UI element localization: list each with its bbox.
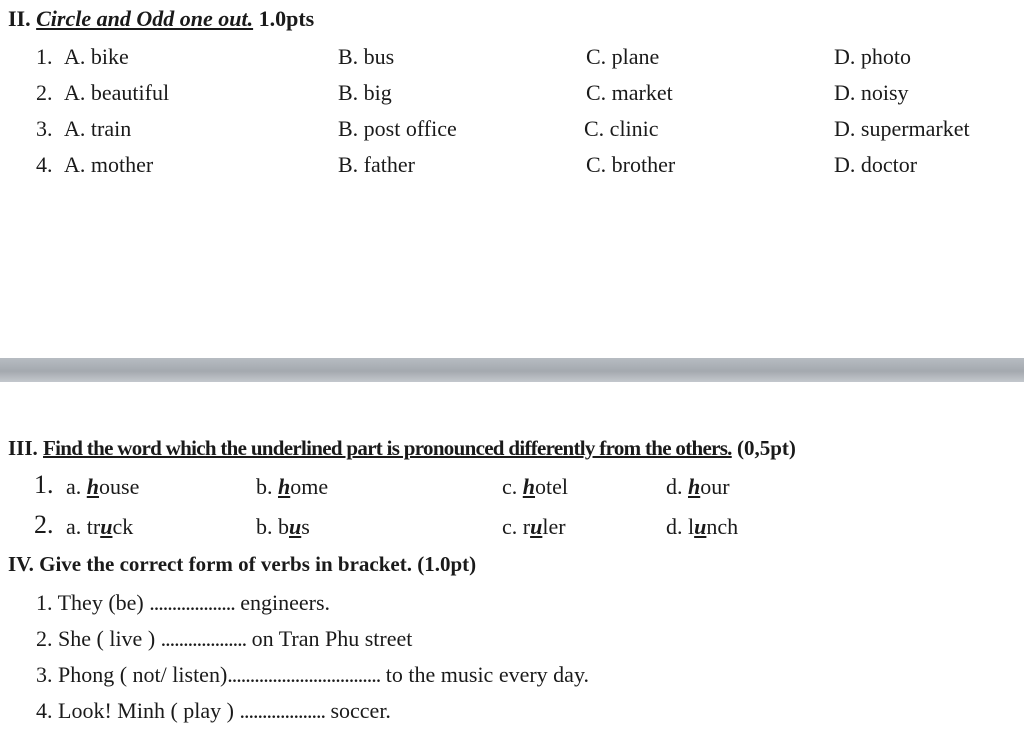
option-c[interactable] [502,514,566,540]
section3-label: III. [8,436,38,460]
item-number: 3. [36,662,53,687]
option-c[interactable]: C. brother [586,152,676,177]
word-part: ler [542,514,566,539]
answer-blank[interactable]: .................................. [227,662,381,687]
item-number: 1. [36,590,53,615]
option-d[interactable]: D. doctor [834,152,918,177]
word-part: l [688,514,695,539]
option-b[interactable]: B. big [338,80,392,105]
option-b[interactable] [256,474,328,500]
word-part: nch [706,514,739,539]
verb-exercise-1 [36,590,330,616]
option-letter: a. [66,514,87,539]
option-d[interactable]: D. noisy [834,80,909,105]
underlined-letter: u [694,514,707,539]
page-separator [0,358,1024,382]
section2-label: II. [8,6,31,31]
word-part: our [700,474,730,499]
word-part: ck [112,514,134,539]
word-part: s [301,514,310,539]
section2-points: 1.0pts [258,6,315,31]
option-a[interactable]: A. bike [64,44,129,69]
option-a[interactable]: A. mother [64,152,154,177]
answer-blank[interactable]: ................... [160,626,247,651]
row-number: 1. [36,44,53,69]
underlined-letter: u [530,514,543,539]
underlined-letter: h [278,474,291,499]
verb-exercise-4 [36,698,391,724]
row-number: 2. [34,510,54,539]
option-c[interactable]: C. plane [586,44,660,69]
option-letter: c. [502,474,523,499]
option-c[interactable] [502,474,568,500]
option-letter: c. [502,514,523,539]
item-prompt: Look! Minh ( play ) [58,698,240,723]
word-part: ouse [99,474,140,499]
section3-points: (0,5pt) [737,436,796,460]
option-letter: d. [666,474,688,499]
item-prompt: They (be) [57,590,150,615]
option-c[interactable]: C. clinic [584,116,659,141]
option-a[interactable] [66,514,133,540]
item-ending: engineers. [234,590,331,615]
row-number: 2. [36,80,53,105]
item-ending: soccer. [324,698,391,723]
option-letter: a. [66,474,87,499]
word-part: otel [535,474,569,499]
section4-heading: IV. Give the correct form of verbs in bracket. (1.0pt) [8,552,477,576]
word-part: b [278,514,289,539]
item-ending: on Tran Phu street [246,626,413,651]
item-ending: to the music every day. [380,662,590,687]
item-number: 4. [36,698,53,723]
underlined-letter: h [86,474,100,499]
option-a[interactable] [66,474,139,500]
option-a[interactable]: A. beautiful [64,80,170,105]
section3-heading [8,436,796,461]
option-b[interactable]: B. bus [338,44,395,69]
option-d[interactable] [666,514,738,540]
option-c[interactable]: C. market [586,80,673,105]
item-prompt: Phong ( not/ listen) [58,662,228,687]
word-part: tr [86,514,101,539]
option-d[interactable] [666,474,730,500]
section2-heading [8,6,314,32]
underlined-letter: u [100,514,113,539]
word-part: r [522,514,531,539]
option-d[interactable]: D. supermarket [834,116,970,141]
row-number: 4. [36,152,53,177]
answer-blank[interactable]: ................... [239,698,325,723]
option-a[interactable]: A. train [64,116,132,141]
section2-title: Circle and Odd one out. [36,6,254,31]
item-prompt: She ( live ) [58,626,161,651]
section3-title: Find the word which the underlined part is pronounced differently from the others. [43,436,732,460]
option-b[interactable]: B. post office [338,116,457,141]
underlined-letter: h [688,474,701,499]
row-number: 1. [34,470,54,499]
option-letter: d. [666,514,688,539]
verb-exercise-3 [36,662,589,688]
underlined-letter: h [522,474,536,499]
option-d[interactable]: D. photo [834,44,911,69]
option-letter: b. [256,474,278,499]
answer-blank[interactable]: ................... [149,590,235,615]
option-b[interactable]: B. father [338,152,415,177]
item-number: 2. [36,626,53,651]
option-b[interactable] [256,514,310,540]
option-letter: b. [256,514,278,539]
row-number: 3. [36,116,53,141]
verb-exercise-2 [36,626,412,652]
underlined-letter: u [289,514,302,539]
word-part: ome [290,474,329,499]
